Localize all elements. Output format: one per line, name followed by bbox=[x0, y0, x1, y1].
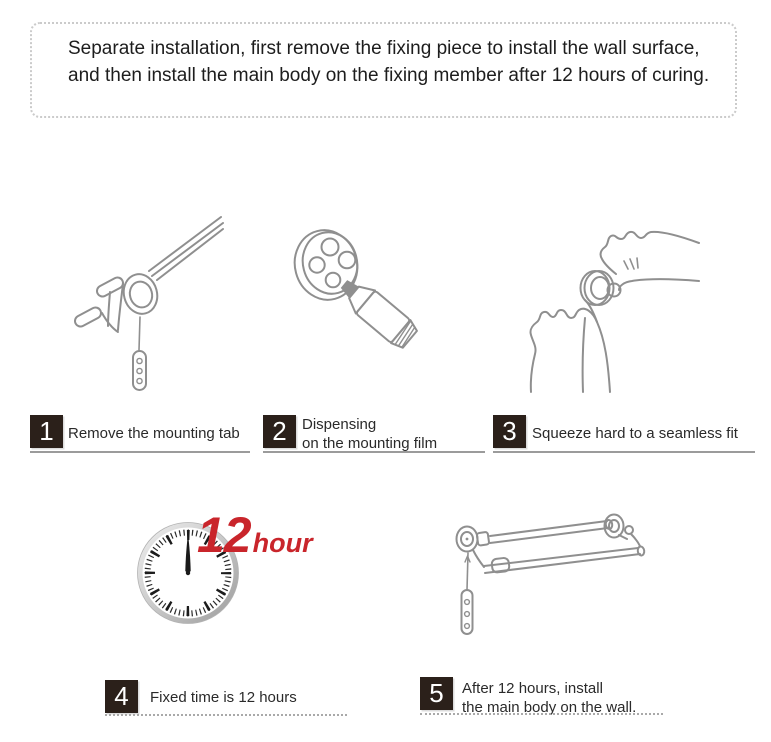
step-4-number-badge: 4 bbox=[105, 680, 138, 713]
notice-box bbox=[30, 22, 737, 118]
step-5-label-line-2: the main body on the wall. bbox=[462, 699, 637, 716]
step-4-label: Fixed time is 12 hours bbox=[150, 689, 297, 706]
clock-duration-label bbox=[197, 506, 313, 564]
step-5-label-line-1: After 12 hours, install bbox=[462, 680, 603, 697]
step-5-number-badge: 5 bbox=[420, 677, 453, 710]
step-2-label-line-1: Dispensing bbox=[302, 416, 377, 433]
step-2-label bbox=[302, 415, 437, 453]
step-3-number-badge: 3 bbox=[493, 415, 526, 448]
step-2-divider bbox=[263, 451, 485, 453]
step-1-divider bbox=[30, 451, 250, 453]
step-2-label-line-2: on the mounting film bbox=[302, 435, 438, 452]
clock-duration-value: 12 bbox=[197, 507, 251, 563]
clock-duration-unit: hour bbox=[252, 528, 313, 558]
step-5-label bbox=[462, 679, 636, 717]
step-1-number-badge: 1 bbox=[30, 415, 63, 448]
step-3-divider bbox=[493, 451, 755, 453]
step-3-label: Squeeze hard to a seamless fit bbox=[532, 425, 738, 442]
step-1-label: Remove the mounting tab bbox=[68, 425, 240, 442]
press-fit-illustration bbox=[510, 210, 700, 395]
glue-dispensing-illustration bbox=[280, 210, 460, 370]
notice-text: Separate installation, first remove the fixing piece to install the wall surface, and then install the main body on the fixing member after 12 hours of curing. bbox=[68, 38, 710, 86]
towel-bar-remove-tab-illustration bbox=[40, 180, 280, 415]
step-2-number-badge: 2 bbox=[263, 415, 296, 448]
installed-towel-bar-illustration bbox=[410, 480, 690, 660]
step-4-divider bbox=[105, 714, 347, 716]
step-5-divider bbox=[420, 713, 663, 715]
